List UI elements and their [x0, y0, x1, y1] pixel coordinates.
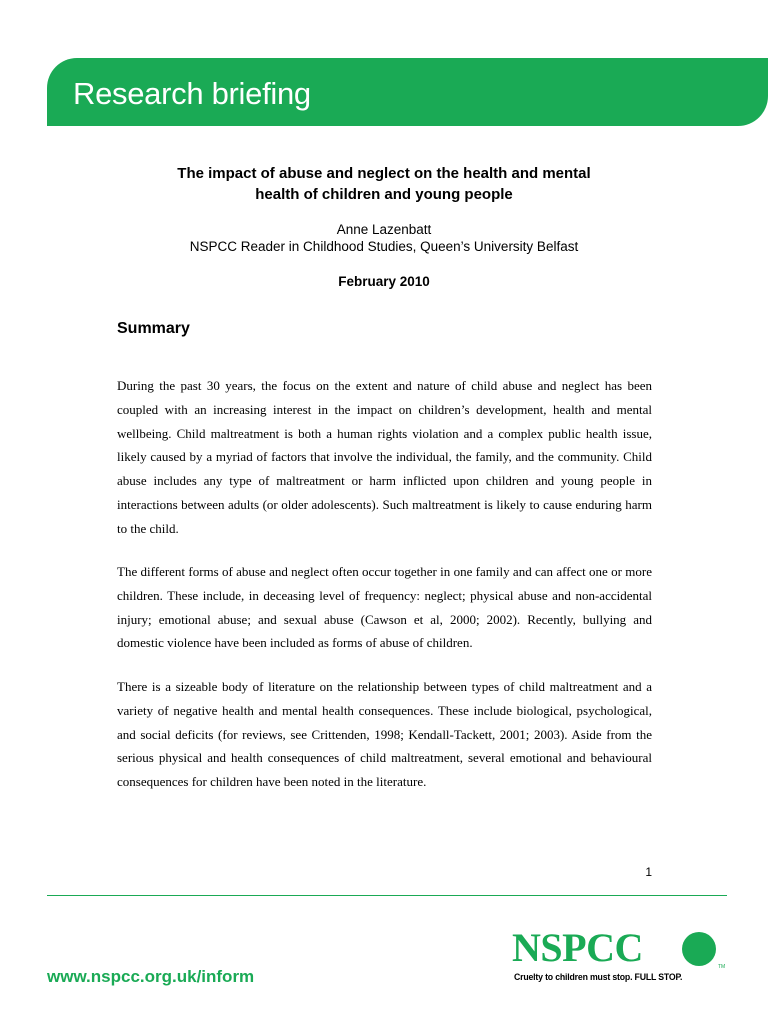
banner-title: Research briefing [73, 76, 311, 111]
page-number: 1 [645, 865, 652, 879]
summary-paragraph-2: The different forms of abuse and neglect often occur together in one family and can affect one or more children. These include, in deceasing level of frequency: neglect; physical abuse and non-accidental injury; emotional abuse; and sexual abuse (Cawson et al, 2000; 2002). Recently, bullying and domestic violence have been included as forms of abuse of children. [117, 564, 652, 651]
logo-wordmark: NSPCC [512, 925, 643, 970]
logo-tagline: Cruelty to children must stop. FULL STOP. [514, 972, 683, 983]
document-title-line-1: The impact of abuse and neglect on the health and mental [177, 165, 591, 182]
document-title [0, 163, 768, 205]
document-title-line-2: health of children and young people [255, 186, 513, 203]
nspcc-logo [510, 926, 732, 990]
logo-dot-icon [682, 932, 716, 966]
summary-paragraph-3: There is a sizeable body of literature on the relationship between types of child maltreatment and a variety of negative health and mental health consequences. These include biological, psychological, and social deficits (for reviews, see Crittenden, 1998; Kendall-Tackett, 2001; 2003). Aside from the serious physical and health consequences of child maltreatment, several emotional and behavioural consequences for children have been noted in the literature. [117, 679, 652, 790]
header-banner [47, 58, 768, 126]
author-affiliation: NSPCC Reader in Childhood Studies, Queen’s University Belfast [189, 239, 579, 254]
author-name: Anne Lazenbatt [336, 222, 432, 237]
publication-date: February 2010 [338, 274, 430, 289]
footer-divider [47, 895, 727, 896]
summary-heading: Summary [117, 320, 190, 337]
footer-link[interactable]: www.nspcc.org.uk/inform [47, 967, 255, 986]
logo-trademark: TM [718, 964, 726, 970]
summary-paragraph-1: During the past 30 years, the focus on the extent and nature of child abuse and neglect has been coupled with an increasing interest in the impact on children’s development, health and mental wellbeing. Child maltreatment is both a human rights violation and a complex public health issue, likely caused by a myriad of factors that involve the individual, the family, and the community. Child abuse includes any type of maltreatment or harm inflicted upon children and young people in interactions between adults (or older adolescents). Such maltreatment is likely to cause enduring harm to the child. [117, 378, 652, 536]
